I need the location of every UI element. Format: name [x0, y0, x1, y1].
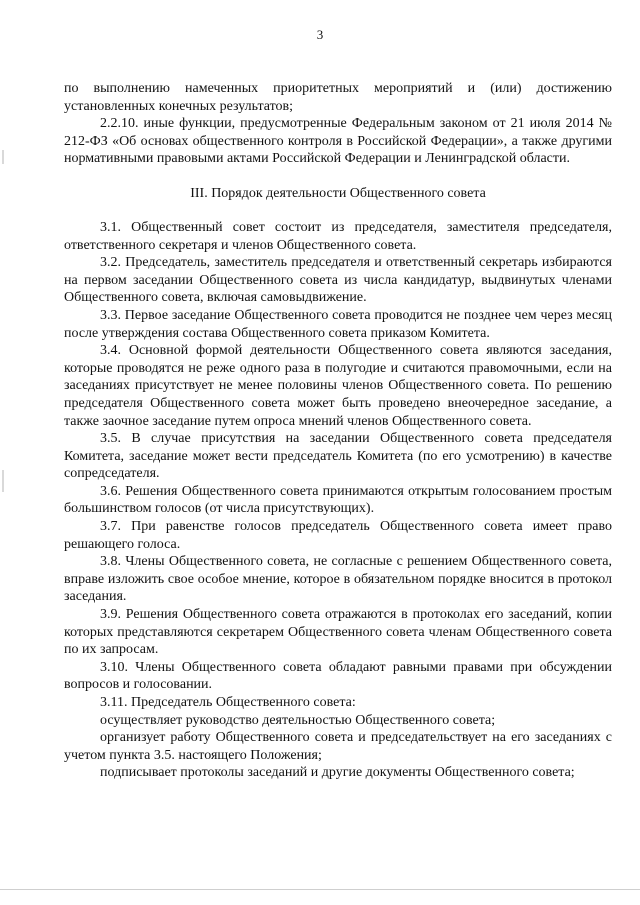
paragraph: 3.7. При равенстве голосов председатель Общественного совета имеет право решающего голоса.: [64, 519, 612, 552]
paragraph: 3.10. Члены Общественного совета обладают равными правами при обсуждении вопросов и голосовании.: [64, 659, 612, 693]
paragraph: 3.9. Решения Общественного совета отражаются в протоколах его заседаний, копии которых представляются секретарем Общественного совета членам Общественного совета по их запросам.: [64, 607, 612, 658]
paragraph: 3.8. Члены Общественного совета, не согласные с решением Общественного совета, вправе изложить свое особое мнение, которое в обязательном порядке вносится в протокол заседания.: [64, 554, 612, 605]
paragraph: 3.6. Решения Общественного совета принимаются открытым голосованием простым большинством голосов (от числа присутствующих).: [64, 483, 612, 517]
scan-edge-mark: [2, 150, 4, 164]
paragraph: 3.5. В случае присутствия на заседании Общественного совета председателя Комитета, заседание может вести председатель Комитета (по его усмотрению) в качестве сопредседателя.: [64, 431, 612, 482]
paragraph: 3.11. Председатель Общественного совета:: [100, 695, 356, 710]
section-three-body: [64, 219, 612, 782]
paragraph: 3.1. Общественный совет состоит из председателя, заместителя председателя, ответственного секретаря и членов Общественного совета.: [64, 219, 612, 253]
paragraph: 3.4. Основной формой деятельности Общественного совета являются заседания, которые проводятся не реже одного раза в полугодие и считаются правомочными, если на заседаниях присутствует не менее половины членов Общественного совета. По решению председателя Общественного совета может быть проведено внеочередное заседание, а также заочное заседание путем опроса мнений членов Общественного совета.: [64, 343, 612, 429]
paragraph: организует работу Общественного совета и председательствует на его заседаниях с учетом пункта 3.5. настоящего Положения;: [64, 730, 612, 763]
paragraph: 2.2.10. иные функции, предусмотренные Федеральным законом от 21 июля 2014 № 212-ФЗ «Об основах общественного контроля в Российской Федерации», а также другими нормативными правовыми актами Российской Федерации и Ленинградской области.: [64, 116, 612, 167]
paragraph: 3.3. Первое заседание Общественного совета проводится не позднее чем через месяц после утверждения состава Общественного совета приказом Комитета.: [64, 307, 612, 341]
section-two-continuation: [64, 80, 612, 168]
document-body: [64, 80, 612, 782]
paragraph: по выполнению намеченных приоритетных мероприятий и (или) достижению установленных конечных результатов;: [64, 81, 612, 114]
section-heading: III. Порядок деятельности Общественного совета: [190, 185, 486, 201]
paragraph: 3.2. Председатель, заместитель председателя и ответственный секретарь избираются на первом заседании Общественного совета из числа кандидатур, выдвинутых членами Общественного совета, включая самовыдвижение.: [64, 255, 612, 306]
paragraph: осуществляет руководство деятельностью Общественного совета;: [100, 712, 496, 728]
paragraph: подписывает протоколы заседаний и другие документы Общественного совета;: [100, 765, 575, 781]
page-number: 3: [316, 27, 324, 42]
scan-edge-mark: [2, 470, 4, 492]
page-bottom-edge: [0, 889, 640, 890]
